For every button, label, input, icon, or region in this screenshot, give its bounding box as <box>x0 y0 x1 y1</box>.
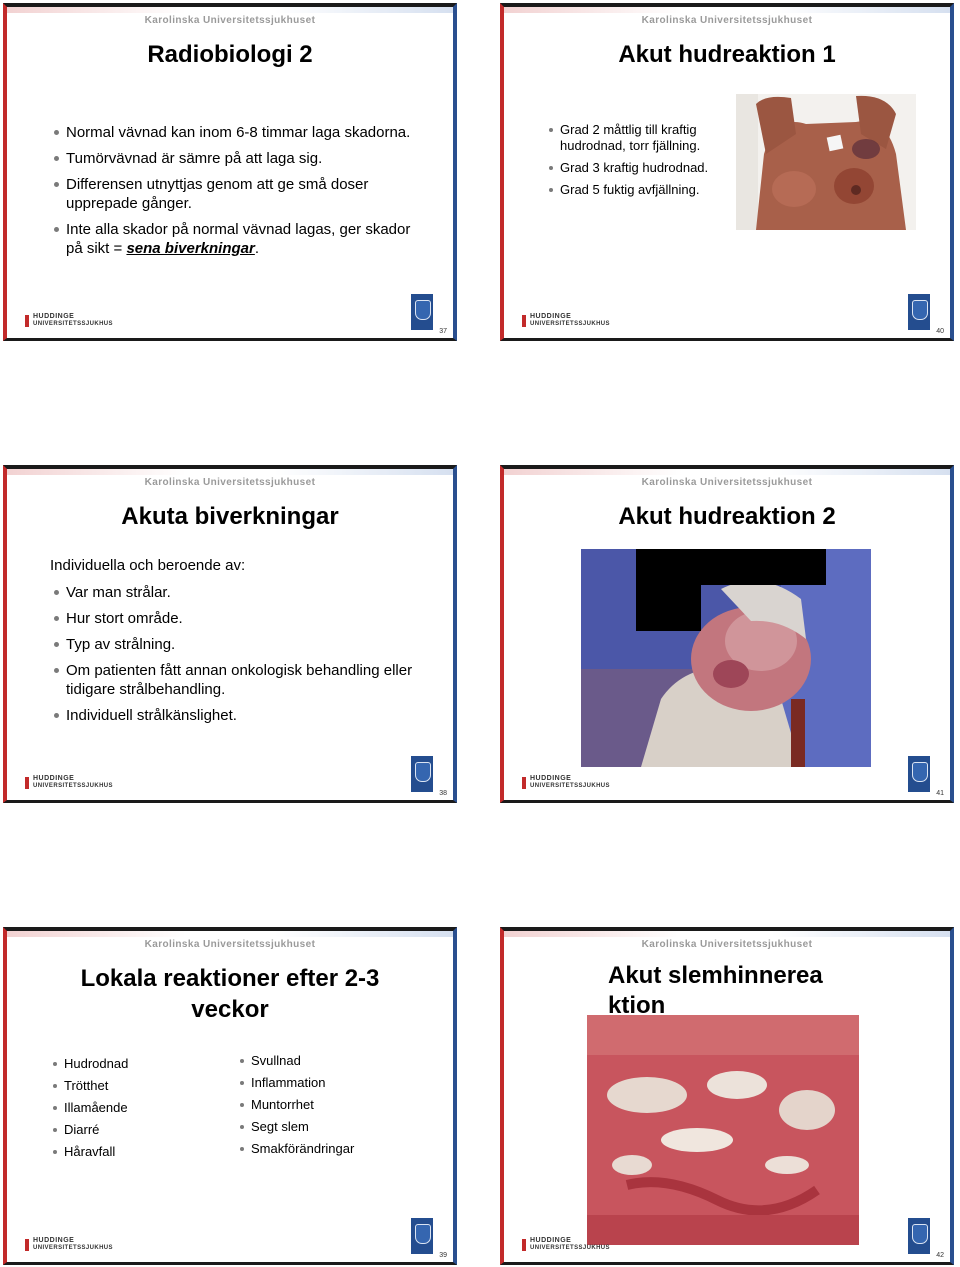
crest-icon <box>411 1218 433 1254</box>
slide-intro: Individuella och beroende av: <box>50 557 246 574</box>
logo-line1: HUDDINGE <box>530 313 572 320</box>
slide-top-tint <box>504 469 950 475</box>
list-item: Inflammation <box>237 1075 437 1091</box>
slide-top-tint <box>7 7 453 13</box>
crest-icon <box>411 756 433 792</box>
list-item: Trötthet <box>50 1078 220 1094</box>
slide-header: Karolinska Universitetssjukhuset <box>144 939 316 950</box>
slide-header: Karolinska Universitetssjukhuset <box>641 15 813 26</box>
slide-42 <box>500 927 954 1265</box>
slide-title: Radiobiologi 2 <box>147 41 313 68</box>
logo-line2: UNIVERSITETSSJUKHUS <box>33 1245 113 1251</box>
logo-line1: HUDDINGE <box>530 1237 572 1244</box>
crest-icon <box>908 1218 930 1254</box>
list-item: Var man strålar. <box>50 583 420 602</box>
crest-icon <box>908 294 930 330</box>
logo-line2: UNIVERSITETSSJUKHUS <box>530 321 610 327</box>
list-item: Individuell strålkänslighet. <box>50 706 420 725</box>
page-number: 37 <box>439 328 447 335</box>
page-number: 40 <box>936 328 944 335</box>
list-item: Differensen utnyttjas genom att ge små doser upprepade gånger. <box>50 175 420 213</box>
logo-line1: HUDDINGE <box>33 775 75 782</box>
bullet-list-right <box>237 1053 437 1163</box>
skin-reaction-photo <box>736 94 916 230</box>
logo-line2: UNIVERSITETSSJUKHUS <box>33 783 113 789</box>
list-item <box>50 220 420 258</box>
slide-top-tint <box>504 931 950 937</box>
slide-title: Akut slemhinnereaktion <box>608 962 823 1019</box>
page-number: 38 <box>439 790 447 797</box>
slide-39 <box>3 927 457 1265</box>
logo-line1: HUDDINGE <box>33 313 75 320</box>
list-item: Typ av strålning. <box>50 635 420 654</box>
page-number: 42 <box>936 1252 944 1259</box>
slide-header: Karolinska Universitetssjukhuset <box>144 477 316 488</box>
list-item: Normal vävnad kan inom 6-8 timmar laga skadorna. <box>50 123 420 142</box>
hospital-logo <box>522 774 622 792</box>
hospital-logo <box>25 1236 125 1254</box>
hospital-logo <box>25 312 125 330</box>
list-item: Hudrodnad <box>50 1056 220 1072</box>
slide-header: Karolinska Universitetssjukhuset <box>641 477 813 488</box>
slide-title: Lokala reaktioner efter 2-3 veckor <box>80 965 380 1023</box>
list-item: Segt slem <box>237 1119 437 1135</box>
list-item: Muntorrhet <box>237 1097 437 1113</box>
bullet-list <box>50 123 420 265</box>
slide-40 <box>500 3 954 341</box>
slide-41 <box>500 465 954 803</box>
emphasis-text: sena biverkningar <box>126 240 255 257</box>
neck-reaction-photo <box>581 549 871 767</box>
page-number: 41 <box>936 790 944 797</box>
list-item: Illamående <box>50 1100 220 1116</box>
bullet-list <box>50 583 420 732</box>
slide-header: Karolinska Universitetssjukhuset <box>144 15 316 26</box>
slide-38 <box>3 465 457 803</box>
logo-line2: UNIVERSITETSSJUKHUS <box>33 321 113 327</box>
page-number: 39 <box>439 1252 447 1259</box>
list-item: Hur stort område. <box>50 609 420 628</box>
slide-top-tint <box>7 931 453 937</box>
bullet-text: Inte alla skador på normal vävnad lagas, ger skador på sikt = <box>66 221 411 257</box>
bullet-list-left <box>50 1056 220 1166</box>
list-item: Grad 3 kraftig hudrodnad. <box>546 160 732 176</box>
slide-37 <box>3 3 457 341</box>
hospital-logo <box>522 1236 622 1254</box>
list-item: Om patienten fått annan onkologisk behandling eller tidigare strålbehandling. <box>50 661 420 699</box>
logo-line1: HUDDINGE <box>530 775 572 782</box>
crest-icon <box>411 294 433 330</box>
hospital-logo <box>522 312 622 330</box>
list-item: Tumörvävnad är sämre på att laga sig. <box>50 149 420 168</box>
list-item: Diarré <box>50 1122 220 1138</box>
hospital-logo <box>25 774 125 792</box>
logo-line2: UNIVERSITETSSJUKHUS <box>530 783 610 789</box>
list-item: Grad 5 fuktig avfjällning. <box>546 182 732 198</box>
slide-title: Akuta biverkningar <box>121 503 339 530</box>
slide-header: Karolinska Universitetssjukhuset <box>641 939 813 950</box>
crest-icon <box>908 756 930 792</box>
logo-line1: HUDDINGE <box>33 1237 75 1244</box>
slide-top-tint <box>7 469 453 475</box>
list-item: Grad 2 måttlig till kraftig hudrodnad, torr fjällning. <box>546 122 732 154</box>
slide-title: Akut hudreaktion 1 <box>618 41 836 68</box>
bullet-suffix: . <box>254 240 260 257</box>
list-item: Smakförändringar <box>237 1141 437 1157</box>
slide-top-tint <box>504 7 950 13</box>
mucosa-reaction-photo <box>587 1015 859 1245</box>
list-item: Håravfall <box>50 1144 220 1160</box>
slide-title: Akut hudreaktion 2 <box>618 503 836 530</box>
bullet-list <box>546 122 732 204</box>
logo-line2: UNIVERSITETSSJUKHUS <box>530 1245 610 1251</box>
list-item: Svullnad <box>237 1053 437 1069</box>
